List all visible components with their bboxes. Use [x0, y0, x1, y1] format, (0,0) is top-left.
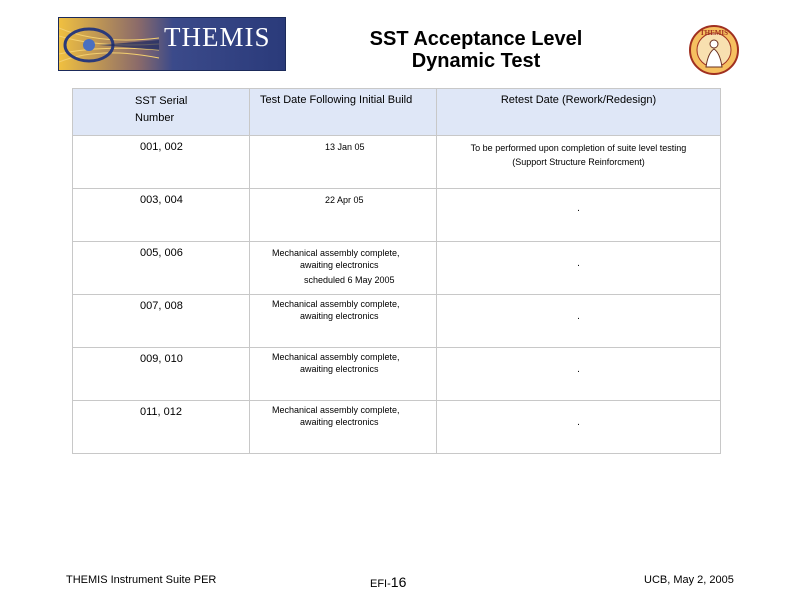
retest-line-2: (Support Structure Reinforcment) — [512, 157, 645, 167]
serial-cell — [73, 295, 250, 348]
test-date-cell — [250, 348, 437, 401]
serial-cell — [73, 401, 250, 454]
test-date-line-2: awaiting electronics — [300, 260, 379, 270]
serial-value: 003, 004 — [140, 194, 183, 206]
test-date-line-2: awaiting electronics — [300, 311, 379, 321]
retest-cell — [437, 242, 721, 295]
themis-seal — [688, 23, 740, 77]
retest-cell — [437, 401, 721, 454]
header-serial — [73, 89, 250, 136]
test-date-line-1: Mechanical assembly complete, — [272, 248, 400, 258]
test-table — [72, 88, 721, 454]
header-serial-line-1: SST Serial — [135, 95, 188, 107]
table-row — [73, 189, 721, 242]
header-test-date-label: Test Date Following Initial Build — [260, 94, 413, 106]
retest-cell — [437, 136, 721, 189]
serial-value: 011, 012 — [140, 406, 183, 418]
table-row — [73, 136, 721, 189]
test-date-note: scheduled 6 May 2005 — [304, 275, 395, 285]
retest-cell — [437, 348, 721, 401]
header-retest-label: Retest Date (Rework/Redesign) — [500, 94, 657, 106]
serial-value: 009, 010 — [140, 353, 183, 365]
test-date-line-1: Mechanical assembly complete, — [272, 352, 400, 362]
header-retest — [437, 89, 721, 136]
retest-cell — [437, 189, 721, 242]
test-date-value: 22 Apr 05 — [325, 195, 364, 205]
title-line-2: Dynamic Test — [411, 50, 541, 72]
footer-page-number — [370, 574, 406, 590]
retest-value: . — [577, 311, 580, 322]
themis-logo — [58, 17, 286, 71]
table-header-row — [73, 89, 721, 136]
header-test-date — [250, 89, 437, 136]
footer-right: UCB, May 2, 2005 — [644, 574, 734, 586]
serial-cell — [73, 136, 250, 189]
table-row — [73, 401, 721, 454]
serial-value: 007, 008 — [140, 300, 183, 312]
serial-cell — [73, 242, 250, 295]
logo-text: THEMIS — [164, 22, 271, 52]
serial-cell — [73, 348, 250, 401]
footer-page-prefix: EFI- — [370, 578, 391, 590]
test-date-cell — [250, 295, 437, 348]
footer-page-value: 16 — [390, 574, 407, 590]
table-row — [73, 348, 721, 401]
title-line-1: SST Acceptance Level — [369, 28, 583, 50]
test-date-line-2: awaiting electronics — [300, 364, 379, 374]
retest-value: . — [577, 417, 580, 428]
test-date-value: 13 Jan 05 — [325, 142, 365, 152]
table-row — [73, 295, 721, 348]
table-row — [73, 242, 721, 295]
retest-value: . — [577, 258, 580, 269]
page-title — [300, 28, 652, 72]
retest-line-1: To be performed upon completion of suite level testing — [470, 143, 687, 153]
test-date-cell — [250, 401, 437, 454]
serial-value: 001, 002 — [140, 141, 183, 153]
serial-value: 005, 006 — [140, 247, 183, 259]
test-date-cell — [250, 242, 437, 295]
seal-text: THEMIS — [699, 29, 729, 37]
test-date-line-2: awaiting electronics — [300, 417, 379, 427]
test-date-cell — [250, 136, 437, 189]
retest-value: . — [577, 364, 580, 375]
seal-graphic — [688, 23, 740, 77]
serial-cell — [73, 189, 250, 242]
test-date-cell — [250, 189, 437, 242]
retest-cell — [437, 295, 721, 348]
test-date-line-1: Mechanical assembly complete, — [272, 299, 400, 309]
header-serial-line-2: Number — [135, 112, 175, 124]
retest-value: . — [577, 203, 580, 214]
footer-left: THEMIS Instrument Suite PER — [66, 574, 217, 586]
test-date-line-1: Mechanical assembly complete, — [272, 405, 400, 415]
